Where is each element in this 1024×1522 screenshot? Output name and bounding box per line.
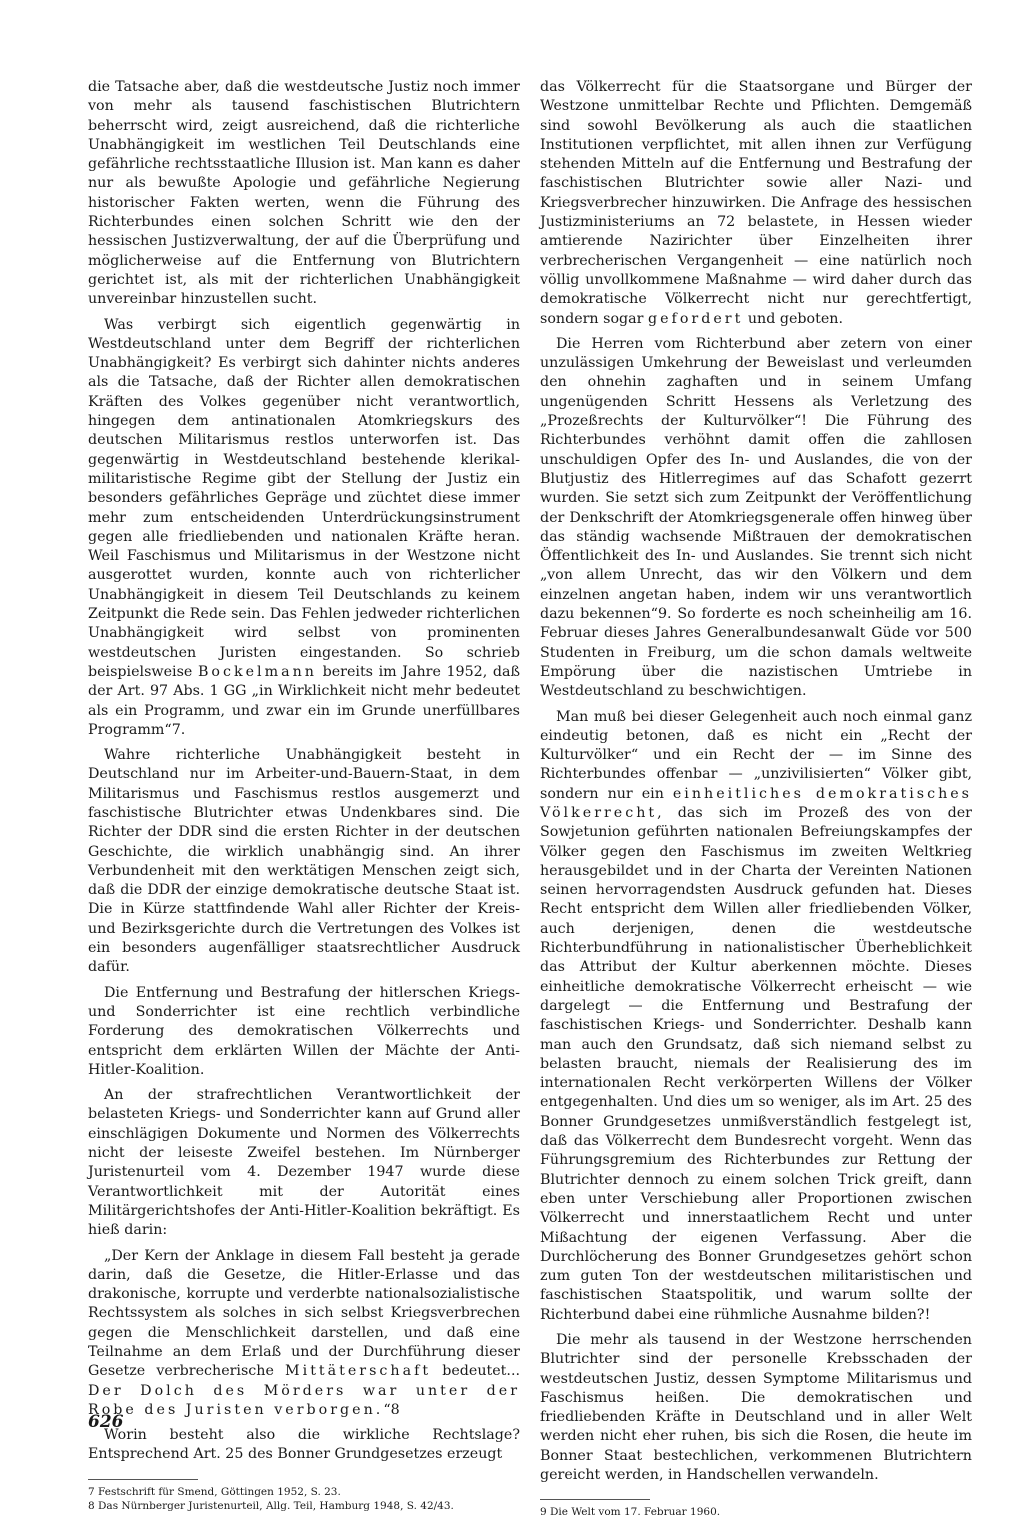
footnote: 9 Die Welt vom 17. Februar 1960. <box>540 1506 721 1519</box>
paragraph <box>88 316 520 741</box>
spaced-text: Mittäterschaft <box>285 1363 432 1380</box>
footnotes <box>88 1479 520 1514</box>
spaced-text: einheitliches demokratisches Völkerrecht <box>540 785 972 821</box>
text-run: Was verbirgt sich eigentlich gegenwärtig in Westdeutschland unter dem Begriff der richterlichen Unabhängigkeit? Es verbirgt sich dahinter nichts anderes als die Tatsache, daß der Richter allen demokratischen Kräften des Volkes gegenüber nicht verantwortlich, hingegen dem antinationalen Atomkriegskurs des deutschen Militarismus restlos unterworfen ist. Das gegenwärtig in Westdeutschland bestehende klerikal-militaristische Regime gibt der Stellung der Justiz ein besonders gefährliches Gepräge und züchtet diese immer mehr zum entscheidenden Unterdrückungsinstrument gegen alle friedliebenden und nationalen Kräfte heran. Weil Faschismus und Militarismus in der Westzone nicht ausgerottet wurden, konnte auch von richterlicher Unabhängigkeit in diesem Teil Deutschlands zu keinem Zeitpunkt die Rede sein. Das Fehlen jedweder richterlichen Unabhängigkeit wird selbst von prominenten westdeutschen Juristen eingestanden. So schrieb beispielsweise <box>88 316 520 680</box>
footnotes <box>540 1499 972 1520</box>
text-run: “8 <box>383 1401 400 1418</box>
footnote-rule <box>540 1499 650 1500</box>
paragraph <box>540 708 972 1326</box>
footnote-rule <box>88 1479 198 1480</box>
text-run: und geboten. <box>747 310 843 327</box>
paragraph: die Tatsache aber, daß die westdeutsche Justiz noch immer von mehr als tausend faschistischen Blutrichtern beherrscht wird, zeigt ausreichend, daß die richterliche Unabhängigkeit im westlichen Teil Deutschlands eine gefährliche rechtsstaatliche Illusion ist. Man kann es daher nur als bewußte Apologie und gefährliche Negierung historischer Fakten werten, wenn die Führung des Richterbundes einen solchen Schritt wie den der hessischen Justizverwaltung, der auf die Überprüfung und möglicherweise auf die Entfernung von Blutrichtern gerichtet ist, als mit der richterlichen Unabhängigkeit unvereinbar hinzustellen sucht. <box>88 79 520 308</box>
page-number: 626 <box>88 1412 124 1432</box>
footnote: 8 Das Nürnberger Juristenurteil, Allg. Teil, Hamburg 1948, S. 42/43. <box>88 1500 454 1513</box>
paragraph: Worin besteht also die wirkliche Rechtslage? Entsprechend Art. 25 des Bonner Grundgesetzes erzeugt <box>88 1427 520 1463</box>
quotation <box>88 1247 520 1421</box>
paragraph <box>540 78 972 329</box>
text-run: bereits im Jahre 1952, daß der Art. 97 Abs. 1 GG „in Wirklichkeit nicht mehr bedeutet als ein Programm, und zwar ein im Grunde unerfüllbares Programm“7. <box>88 663 521 738</box>
footnote: 7 Festschrift für Smend, Göttingen 1952, S. 23. <box>88 1485 341 1498</box>
spaced-text: gefordert <box>648 310 744 327</box>
paragraph: Die mehr als tausend in der Westzone herrschenden Blutrichter sind der personelle Krebsschaden der westdeutschen Justiz, dessen Symptome Militarismus und Faschismus heißen. Die demokratischen und friedliebenden Kräfte in Deutschland und in aller Welt werden nicht eher ruhen, bis sich die Rosen, die heute im Bonner Staat bestechlichen, verkommenen Blutrichtern gereicht werden, in Handschellen verwandeln. <box>540 1332 972 1484</box>
text-run: das Völkerrecht für die Staatsorgane und Bürger der Westzone unmittelbar Rechte und Pflichten. Demgemäß sind sowohl Bevölkerung als auch die staatlichen Institutionen verpflichtet, mit allen ihnen zur Verfügung stehenden Mitteln auf die Entfernung und Bestrafung der faschistischen Blutrichter sowie aller Nazi- und Kriegsverbrecher hinzuwirken. Die Anfrage des hessischen Justizministeriums an 72 belastete, in Hessen wieder amtierende Nazirichter über Einzelheiten ihrer verbrecherischen Vergangenheit — eine natürlich noch völlig unvollkommene Maßnahme — wird daher durch das demokratische Völkerrecht nicht nur gerechtfertigt, sondern sogar <box>540 79 972 327</box>
text-run: , das sich im Prozeß des von der Sowjetunion geführten nationalen Befreiungskampfes der Völker gegen den Faschismus im zweiten Weltkrieg herausgebildet und in der Charta der Vereinten Nationen seinen hervorragendsten Ausdruck gefunden hat. Dieses Recht entspricht dem Willen aller friedliebenden Völker, auch derjenigen, denen die westdeutsche Richterbundführung in nationalistischer Überheblichkeit das Attribut der Kultur aberkennen möchte. Dieses einheitliche demokratische Völkerrecht erheischt — wie dargelegt — die Entfernung und Bestrafung der faschistischen Kriegs- und Sonderrichter. Deshalb kann man auch den Grundsatz, daß sich niemand selbst zu belasten braucht, niemals der Realisierung des im internationalen Recht verkörperten Willens der Völker entgegenhalten. Und dies um so weniger, als im Art. 25 des Bonner Grundgesetzes unmißverständlich festgelegt ist, daß das Völkerrecht dem Bundesrecht vorgeht. Wenn das Führungsgremium des Richterbundes zur Rettung der Blutrichter dennoch zu einem solchen Trick greift, dann eben unter Verschiebung aller Proportionen zwischen Völkerrecht und innerstaatlichem Recht und unter Mißachtung der eigenen Verfassung. Aber die Durchlöcherung des Bonner Grundgesetzes gehört schon zum guten Ton der westdeutschen militaristischen und faschistischen Staatspolitik, und warum sollte der Richterbund dabei eine rühmliche Ausnahme bilden?! <box>540 804 972 1323</box>
paragraph: An der strafrechtlichen Verantwortlichkeit der belasteten Kriegs- und Sonderrichter kann auf Grund aller einschlägigen Dokumente und Normen des Völkerrechts nicht der leiseste Zweifel bestehen. Im Nürnberger Juristenurteil vom 4. Dezember 1947 wurde diese Verantwortlichkeit mit der Autorität eines Militärgerichtshofes der Anti-Hitler-Koalition bekräftigt. Es hieß darin: <box>88 1087 520 1239</box>
spaced-text: Der Dolch des Mörders war unter der Robe des Juristen verborgen. <box>88 1382 520 1418</box>
paragraph: Wahre richterliche Unabhängigkeit besteht in Deutschland nur im Arbeiter-und-Bauern-Staat, in dem Militarismus und Faschismus restlos ausgemerzt und faschistische Blutrichter etwas Undenkbares sind. Die Richter der DDR sind die ersten Richter in der deutschen Geschichte, die wirklich unabhängig sind. An ihrer Verbundenheit mit den werktätigen Menschen zeigt sich, daß die DDR der einzige demokratische deutsche Staat ist. Die in Kürze stattfindende Wahl aller Richter der Kreis- und Bezirksgerichte durch die Vertretungen des Volkes ist ein besonders augenfälliger staatsrechtlicher Ausdruck dafür. <box>88 747 520 976</box>
text-run: bedeutet... <box>442 1363 520 1380</box>
right-column <box>540 78 972 1521</box>
paragraph: Die Entfernung und Bestrafung der hitlerschen Kriegs- und Sonderrichter ist eine rechtlich verbindliche Forderung des demokratischen Völkerrechts und entspricht dem erklärten Willen der Mächte der Anti-Hitler-Koalition. <box>88 984 520 1078</box>
spaced-name: Bockelmann <box>197 663 317 680</box>
text-run: „Der Kern der Anklage in diesem Fall besteht ja gerade darin, daß die Gesetze, die Hitler-Erlasse und das drakonische, korrupte und verderbte nationalsozialistische Rechtssystem als solches in sich selbst Kriegsverbrechen gegen die Menschlichkeit darstellen, und daß eine Teilnahme an dem Erlaß und der Durchführung dieser Gesetze verbrecherische <box>88 1247 520 1380</box>
left-column <box>88 78 520 1515</box>
paragraph: Die Herren vom Richterbund aber zetern von einer unzulässigen Umkehrung der Beweislast und verleumden den ohnehin zaghaften und in seinem Umfang ungenügenden Schritt Hessens als Verletzung des „Prozeßrechts der Kulturvölker“! Die Führung des Richterbundes verhöhnt damit offen die zahllosen unschuldigen Opfer des In- und Auslandes, die von der Blutjustiz des Hitlerregimes auf das Schafott gezerrt wurden. Sie setzt sich zum Zeitpunkt der Veröffentlichung der Denkschrift der Atomkriegsgenerale offen hinweg über das ständig wachsende Mißtrauen der demokratischen Öffentlichkeit des In- und Auslandes. Sie trennt sich nicht „von allem Unrecht, das wir den Völkern und dem einzelnen angetan haben, indem wir uns verantwortlich dazu bekennen“9. So forderte es noch scheinheilig am 16. Februar dieses Jahres Generalbundesanwalt Güde vor 500 Studenten in Freiburg, um die schon damals weltweite Empörung über die nazistischen Umtriebe in Westdeutschland zu beschwichtigen. <box>540 335 972 700</box>
text-run: Man muß bei dieser Gelegenheit auch noch einmal ganz eindeutig betonen, daß es nicht ein „Recht der Kulturvölker“ und ein Recht der — im Sinne des Richterbundes offenbar — „unzivilisierten“ Völker gibt, sondern nur ein <box>540 708 972 802</box>
